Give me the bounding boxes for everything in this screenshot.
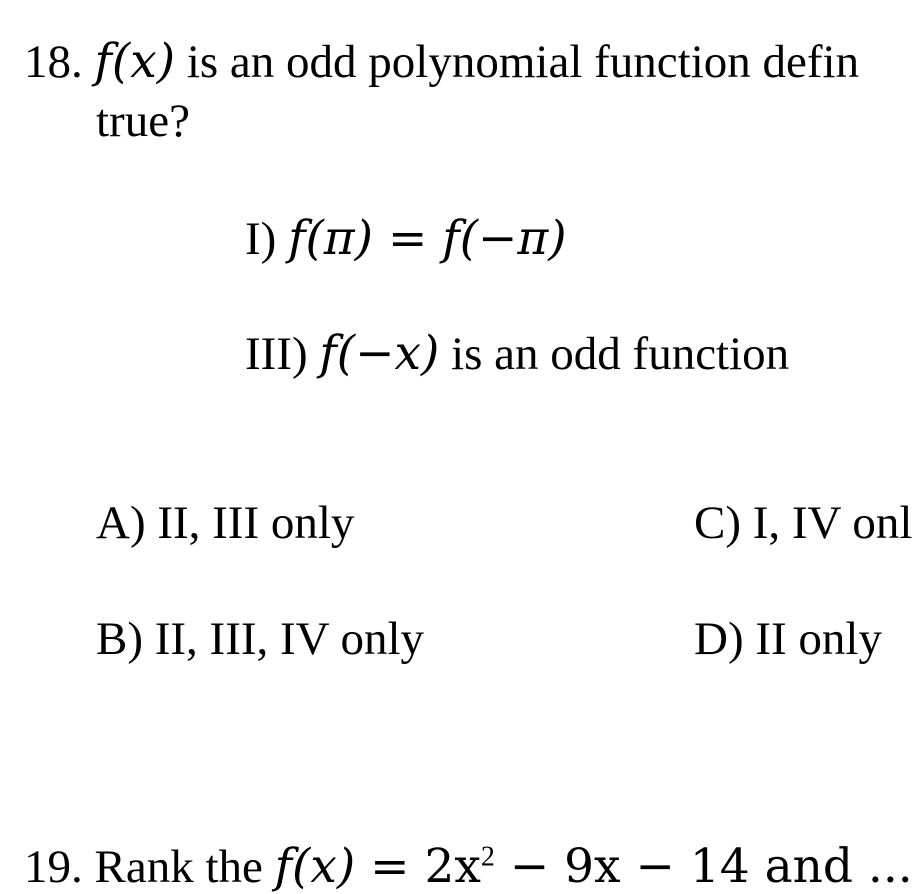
- statement-expr: f(−x): [319, 326, 440, 381]
- next-question: [24, 839, 913, 894]
- question-text-line2: true?: [96, 95, 190, 147]
- statement-rhs: f(−π): [442, 211, 567, 266]
- next-question-func: f(x): [274, 839, 356, 894]
- next-question-expr: = 2x: [355, 839, 481, 894]
- next-question-clip: [0, 835, 919, 894]
- choice-text: I, IV onl: [752, 497, 913, 549]
- choice-letter: B): [96, 613, 143, 665]
- choice-b[interactable]: [96, 613, 425, 665]
- statement-lhs: f(π): [288, 211, 374, 266]
- choice-letter: A): [96, 497, 146, 549]
- choice-text: II, III only: [157, 497, 355, 549]
- choice-text: II, III, IV only: [154, 613, 425, 665]
- choice-a[interactable]: [96, 497, 355, 549]
- choice-c[interactable]: [694, 497, 913, 549]
- next-question-expr-rest: − 9x − 14 and ...: [494, 839, 913, 894]
- statement-text: is an odd function: [439, 328, 790, 380]
- question-number: 18.: [24, 36, 83, 88]
- function-notation: f(x): [94, 34, 176, 89]
- question-text: is an odd polynomial function defin: [175, 36, 860, 88]
- question-stem: [24, 34, 860, 89]
- statement-label: III): [245, 328, 308, 380]
- choice-d[interactable]: [694, 613, 882, 665]
- choice-letter: D): [694, 613, 744, 665]
- choice-text: II only: [755, 613, 882, 665]
- next-question-number: 19.: [24, 841, 83, 893]
- statement-iii: [245, 326, 790, 381]
- next-question-text: Rank the: [94, 841, 275, 893]
- statement-i: [245, 211, 567, 266]
- choice-letter: C): [694, 497, 741, 549]
- equals-sign: =: [373, 211, 443, 266]
- exponent: 2: [480, 841, 495, 873]
- statement-label: I): [245, 213, 277, 265]
